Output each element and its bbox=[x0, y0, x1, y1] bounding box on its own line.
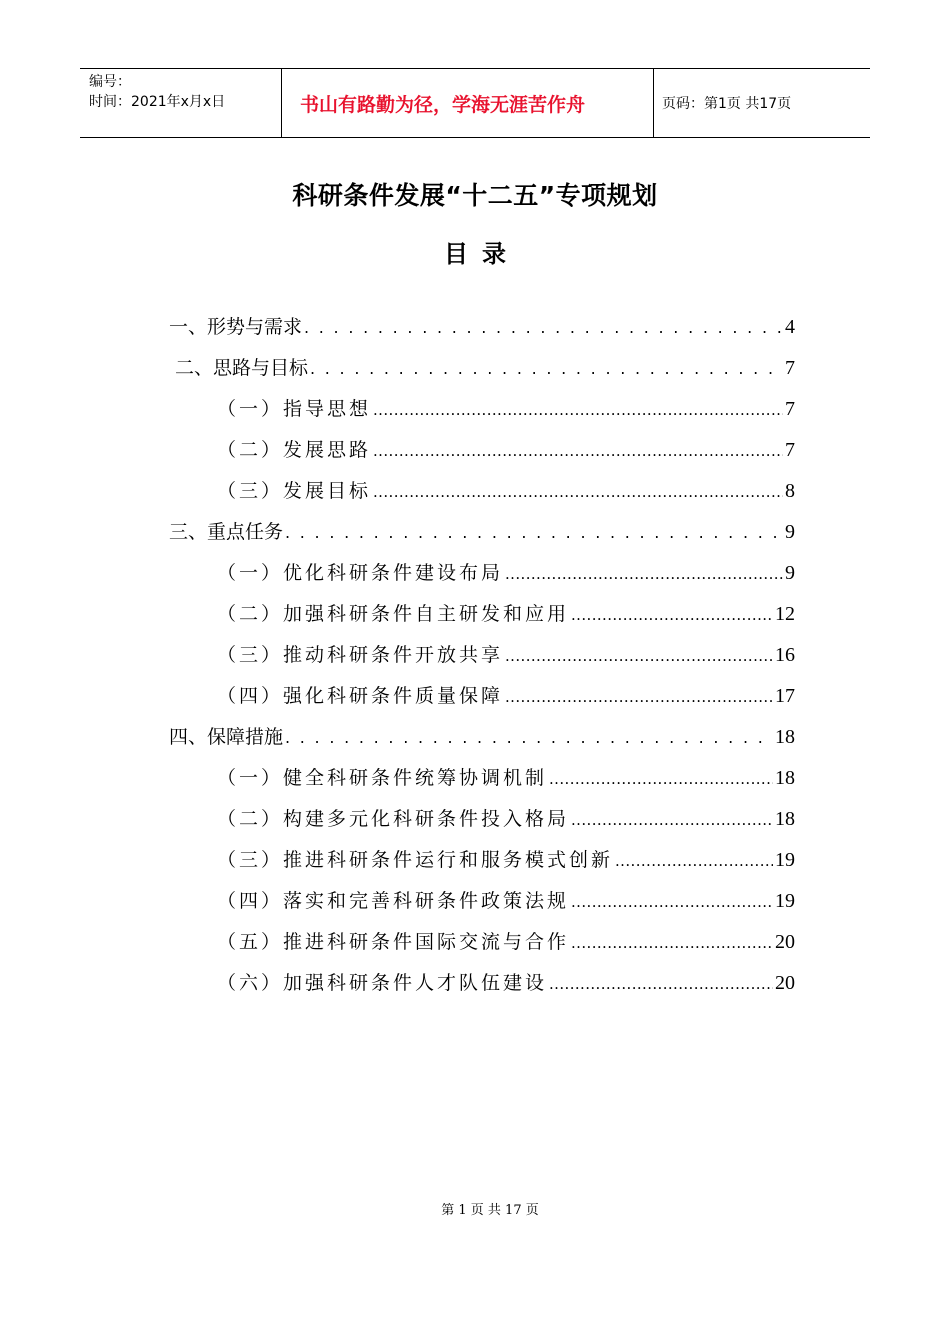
toc-entry-page: 9 bbox=[785, 521, 795, 543]
toc-entry-label: （二）构建多元化科研条件投入格局 bbox=[217, 808, 570, 830]
toc-entry-label: （二）发展思路 bbox=[217, 439, 372, 461]
toc-entry-page: 20 bbox=[775, 931, 795, 953]
toc-entry-page: 16 bbox=[775, 644, 795, 666]
toc-entry-label: 二、思路与目标 bbox=[175, 357, 309, 379]
toc-entry-page: 7 bbox=[785, 398, 795, 420]
toc-entry-label: （三）推动科研条件开放共享 bbox=[217, 644, 504, 666]
toc-entry-label: 一、形势与需求 bbox=[169, 316, 303, 338]
toc-entry[interactable] bbox=[217, 763, 795, 793]
toc-entry-label: （三）发展目标 bbox=[217, 480, 372, 502]
header-page-info: 页码：第1页 共17页 bbox=[662, 96, 792, 112]
header-meta bbox=[80, 69, 282, 137]
dot-leader bbox=[505, 640, 773, 671]
dot-leader bbox=[571, 804, 773, 835]
toc-entry-page: 18 bbox=[775, 767, 795, 789]
dot-leader bbox=[373, 394, 783, 425]
dot-leader bbox=[285, 517, 783, 548]
toc-entry-label: （一）优化科研条件建设布局 bbox=[217, 562, 504, 584]
toc-entry-page: 17 bbox=[775, 685, 795, 707]
header-table bbox=[80, 68, 870, 138]
toc-entry-page: 8 bbox=[785, 480, 795, 502]
toc-entry[interactable] bbox=[217, 476, 795, 506]
dot-leader bbox=[505, 558, 783, 589]
toc-entry[interactable] bbox=[217, 681, 795, 711]
toc-entry-page: 12 bbox=[775, 603, 795, 625]
toc-entry[interactable] bbox=[217, 599, 795, 629]
toc-entry[interactable] bbox=[217, 845, 795, 875]
toc-entry-label: 四、保障措施 bbox=[169, 726, 284, 748]
toc-entry-label: （五）推进科研条件国际交流与合作 bbox=[217, 931, 570, 953]
number-label: 编号： bbox=[89, 74, 131, 90]
page-footer: 第 1 页 共 17 页 bbox=[441, 1203, 539, 1218]
header-motto: 书山有路勤为径，学海无涯苦作舟 bbox=[282, 69, 654, 137]
dot-leader bbox=[571, 886, 773, 917]
toc-entry[interactable] bbox=[217, 435, 795, 465]
toc-entry[interactable] bbox=[175, 353, 795, 383]
document-title: 科研条件发展“十二五”专项规划 bbox=[292, 181, 658, 210]
dot-leader bbox=[549, 968, 773, 999]
toc-entry[interactable] bbox=[217, 804, 795, 834]
toc-entry-label: （三）推进科研条件运行和服务模式创新 bbox=[217, 849, 614, 871]
toc-entry-page: 18 bbox=[775, 808, 795, 830]
toc-entry[interactable] bbox=[169, 312, 795, 342]
dot-leader bbox=[310, 353, 783, 384]
toc-entry[interactable] bbox=[217, 968, 795, 998]
toc-entry-page: 9 bbox=[785, 562, 795, 584]
dot-leader bbox=[373, 435, 783, 466]
toc-entry[interactable] bbox=[169, 517, 795, 547]
dot-leader bbox=[304, 312, 783, 343]
toc-entry-label: （四）落实和完善科研条件政策法规 bbox=[217, 890, 570, 912]
toc-entry-page: 20 bbox=[775, 972, 795, 994]
dot-leader bbox=[571, 599, 773, 630]
toc-entry-label: （六）加强科研条件人才队伍建设 bbox=[217, 972, 548, 994]
toc-entry[interactable] bbox=[217, 558, 795, 588]
dot-leader bbox=[615, 845, 773, 876]
toc-heading: 目录 bbox=[444, 240, 520, 268]
dot-leader bbox=[373, 476, 783, 507]
toc-entry-label: 三、重点任务 bbox=[169, 521, 284, 543]
toc-entry-page: 7 bbox=[785, 439, 795, 461]
dot-leader bbox=[571, 927, 773, 958]
toc-entry-page: 7 bbox=[785, 357, 795, 379]
toc-entry-page: 4 bbox=[785, 316, 795, 338]
toc-entry-page: 18 bbox=[775, 726, 795, 748]
toc-entry-page: 19 bbox=[775, 849, 795, 871]
toc-entry[interactable] bbox=[217, 886, 795, 916]
toc-entry-page: 19 bbox=[775, 890, 795, 912]
toc-entry[interactable] bbox=[169, 722, 795, 752]
toc-entry-label: （一）指导思想 bbox=[217, 398, 372, 420]
dot-leader bbox=[505, 681, 773, 712]
dot-leader bbox=[285, 722, 773, 753]
time-label: 时间：2021年x月x日 bbox=[89, 94, 226, 110]
toc-entry[interactable] bbox=[217, 394, 795, 424]
toc-entry[interactable] bbox=[217, 640, 795, 670]
toc-entry-label: （二）加强科研条件自主研发和应用 bbox=[217, 603, 570, 625]
toc-entry-label: （四）强化科研条件质量保障 bbox=[217, 685, 504, 707]
dot-leader bbox=[549, 763, 773, 794]
toc-entry-label: （一）健全科研条件统筹协调机制 bbox=[217, 767, 548, 789]
toc-entry[interactable] bbox=[217, 927, 795, 957]
